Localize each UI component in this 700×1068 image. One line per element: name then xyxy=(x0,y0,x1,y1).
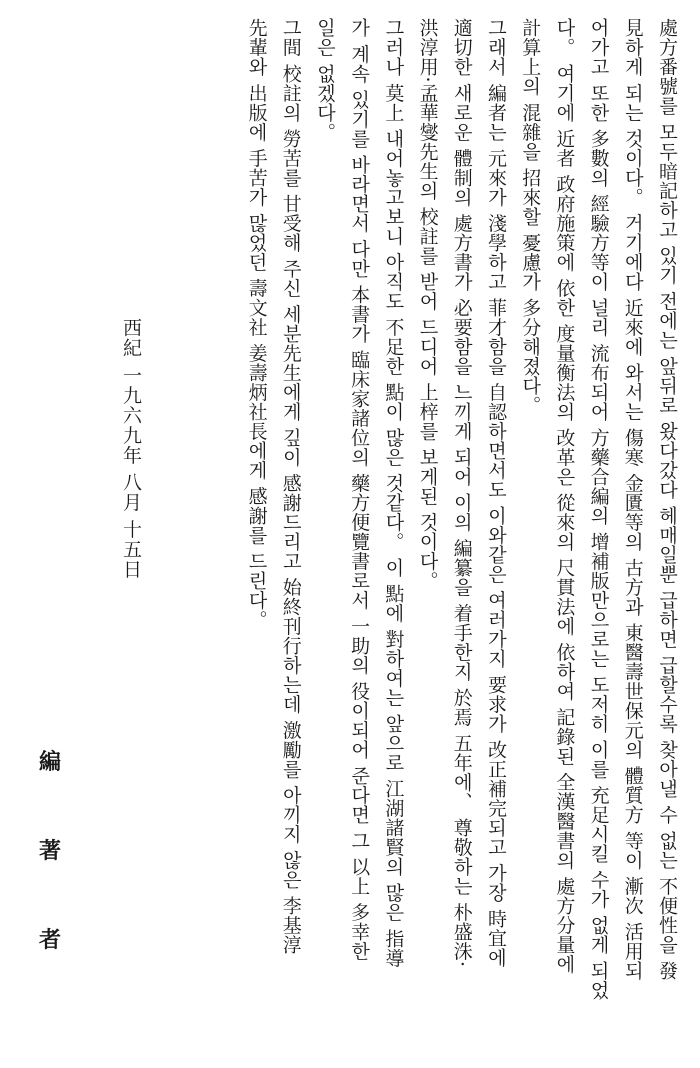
text-column: 일은 없겠다。 xyxy=(313,18,336,142)
text-column: 그래서 編者는 元來가 淺學하고 菲才함을 自認하면서도 이와같은 여러가지 要求가 改正補完되고 가장 時宜에 xyxy=(484,18,507,968)
text-column: 見하게 되는 것이다。 거기에다 近來에 와서는 傷寒 金匱等의 古方과 東醫壽世保元의 體質方 等이 漸次 活用되 xyxy=(621,18,644,981)
text-column: 다。 여기에 近者 政府施策에 依한 度量衡法의 改革은 從來의 尺貫法에 依하여 記錄된 全漢醫書의 處方分量에 xyxy=(553,18,576,974)
preface-body xyxy=(239,18,684,1018)
publication-date: 西紀 一九六九年 八月 十五日 xyxy=(120,318,142,580)
author-char: 編 xyxy=(38,749,61,775)
author-char: 著 xyxy=(38,838,61,864)
text-column: 計算上의 混雜을 招來할 憂慮가 多分해졌다。 xyxy=(519,18,542,415)
text-column: 先輩와 出版에 手苦가 많었던 壽文社 姜壽炳社長에게 感謝를 드린다。 xyxy=(245,18,268,630)
text-column: 洪淳用·孟華燮先生의 校註를 받어 드디어 上梓를 보게된 것이다。 xyxy=(416,18,439,591)
text-column: 그間 校註의 勞苦를 甘受해 주신 세분先生에게 깊이 感謝드리고 始終刊行하는데 激勵를 아끼지 않은 李基淳 xyxy=(279,18,302,955)
text-column: 어가고 또한 多數의 經驗方等이 널리 流布되어 方藥合編의 增補版만으로는 도저히 이를 充足시킬 수가 없게 되었 xyxy=(587,18,610,1001)
text-column: 處方番號를 모두暗記하고 있기 전에는 앞뒤로 왔다갔다 헤매일뿐 급하면 급할수록 찾아낼 수 없는 不便性을 發 xyxy=(656,18,678,981)
text-column: 가 계속 있기를 바라면서 다만 本書가 臨床家諸位의 藥方便覽書로서 一助의 役이되어 준다면 그 以上 多幸한 xyxy=(348,18,371,962)
text-column: 그러나 莫上 내어놓고보니 아직도 不足한 點이 많은 것같다。 이 點에 對하여는 앞으로 江湖諸賢의 많은 指導 xyxy=(382,18,405,968)
author-char: 者 xyxy=(38,927,61,953)
author-signature xyxy=(30,745,70,1012)
text-column: 適切한 새로운 體制의 處方書가 必要함을 느끼게 되어 이의 編纂을 着手한지 於焉 五年에、 尊敬하는 朴盛洙· xyxy=(450,18,473,968)
